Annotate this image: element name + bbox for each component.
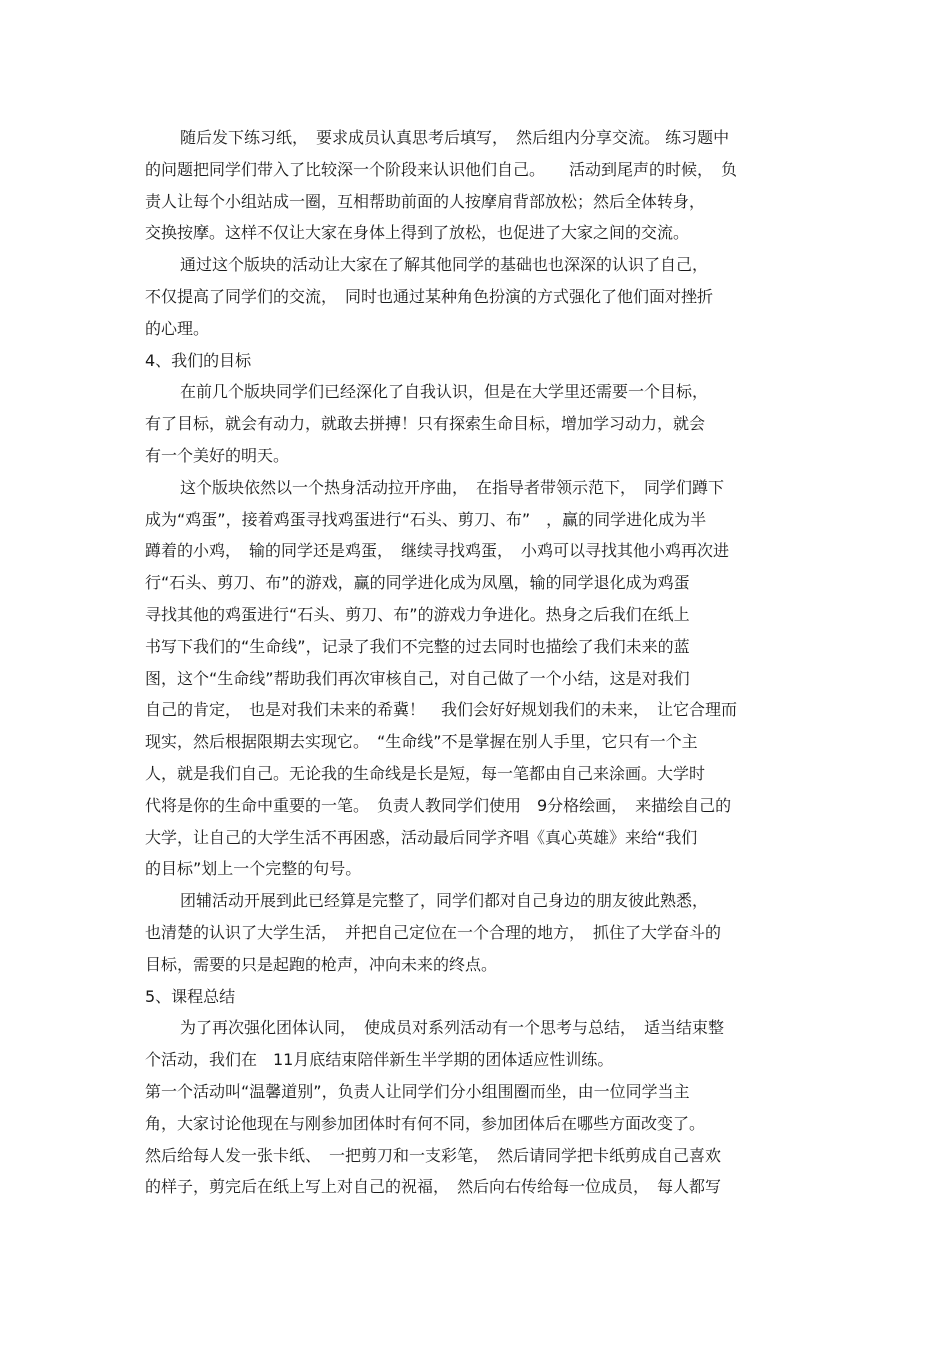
text-line: 交换按摩。这样不仅让大家在身体上得到了放松，也促进了大家之间的交流。 bbox=[145, 223, 690, 243]
text-line: 人，就是我们自己。无论我的生命线是长是短，每一笔都由自己来涂画。大学时 bbox=[145, 763, 706, 783]
text-line: 有了目标，就会有动力，就敢去拼搏！只有探索生命目标，增加学习动力，就会 bbox=[145, 414, 706, 434]
text-line: 寻找其他的鸡蛋进行“石头、剪刀、布”的游戏力争进化。热身之后我们在纸上 bbox=[145, 604, 690, 624]
text-line: 这个版块依然以一个热身活动拉开序曲， 在指导者带领示范下， 同学们蹲下 bbox=[180, 477, 725, 497]
text-line: 的问题把同学们带入了比较深一个阶段来认识他们自己。 活动到尾声的时候， 负 bbox=[145, 159, 738, 179]
text-line: 随后发下练习纸， 要求成员认真思考后填写， 然后组内分享交流。 练习题中 bbox=[180, 128, 730, 147]
text-line: 目标，需要的只是起跑的枪声，冲向未来的终点。 bbox=[145, 954, 498, 974]
text-line: 4、我们的目标 bbox=[145, 350, 252, 370]
text-line: 不仅提高了同学们的交流， 同时也通过某种角色扮演的方式强化了他们面对挫折 bbox=[145, 286, 714, 306]
text-line: 成为“鸡蛋”，接着鸡蛋寻找鸡蛋进行“石头、剪刀、布” ，赢的同学进化成为半 bbox=[145, 509, 707, 529]
text-line: 团辅活动开展到此已经算是完整了，同学们都对自己身边的朋友彼此熟悉， bbox=[180, 891, 709, 911]
text-line: 第一个活动叫“温馨道别”，负责人让同学们分小组围圈而坐，由一位同学当主 bbox=[145, 1081, 690, 1101]
document-body bbox=[145, 122, 810, 1203]
text-line: 也清楚的认识了大学生活， 并把自己定位在一个合理的地方， 抓住了大学奋斗的 bbox=[145, 922, 722, 942]
text-line: 自己的肯定， 也是对我们未来的希冀！ 我们会好好规划我们的未来， 让它合理而 bbox=[145, 700, 738, 720]
text-line: 大学，让自己的大学生活不再困惑，活动最后同学齐唱《真心英雄》来给“我们 bbox=[145, 827, 698, 847]
text-line: 代将是你的生命中重要的一笔。 负责人教同学们使用 9分格绘画， 来描绘自己的 bbox=[145, 795, 732, 815]
text-line: 然后给每人发一张卡纸、 一把剪刀和一支彩笔， 然后请同学把卡纸剪成自己喜欢 bbox=[145, 1145, 722, 1165]
text-line: 5、课程总结 bbox=[145, 986, 236, 1006]
text-line: 行“石头、剪刀、布”的游戏，赢的同学进化成为凤凰，输的同学退化成为鸡蛋 bbox=[145, 573, 690, 593]
text-line: 通过这个版块的活动让大家在了解其他同学的基础也也深深的认识了自己， bbox=[180, 255, 709, 275]
text-line: 图，这个“生命线”帮助我们再次审核自己，对自己做了一个小结，这是对我们 bbox=[145, 668, 690, 688]
text-line: 为了再次强化团体认同， 使成员对系列活动有一个思考与总结， 适当结束整 bbox=[180, 1018, 725, 1038]
text-line: 的心理。 bbox=[145, 318, 210, 338]
text-line: 有一个美好的明天。 bbox=[145, 445, 290, 465]
text-line: 在前几个版块同学们已经深化了自我认识，但是在大学里还需要一个目标， bbox=[180, 382, 709, 402]
text-line: 蹲着的小鸡， 输的同学还是鸡蛋， 继续寻找鸡蛋， 小鸡可以寻找其他小鸡再次进 bbox=[145, 541, 730, 561]
text-line: 个活动，我们在 11月底结束陪伴新生半学期的团体适应性训练。 bbox=[145, 1050, 614, 1070]
text-line: 的目标”划上一个完整的句号。 bbox=[145, 859, 362, 879]
text-line: 书写下我们的“生命线”，记录了我们不完整的过去同时也描绘了我们未来的蓝 bbox=[145, 636, 690, 656]
text-line: 现实，然后根据限期去实现它。 “生命线”不是掌握在别人手里，它只有一个主 bbox=[145, 732, 698, 752]
text-line: 责人让每个小组站成一圈，互相帮助前面的人按摩肩背部放松；然后全体转身， bbox=[145, 191, 706, 211]
text-line: 角，大家讨论他现在与刚参加团体时有何不同，参加团体后在哪些方面改变了。 bbox=[145, 1113, 706, 1133]
text-line: 的样子，剪完后在纸上写上对自己的祝福， 然后向右传给每一位成员， 每人都写 bbox=[145, 1177, 722, 1197]
